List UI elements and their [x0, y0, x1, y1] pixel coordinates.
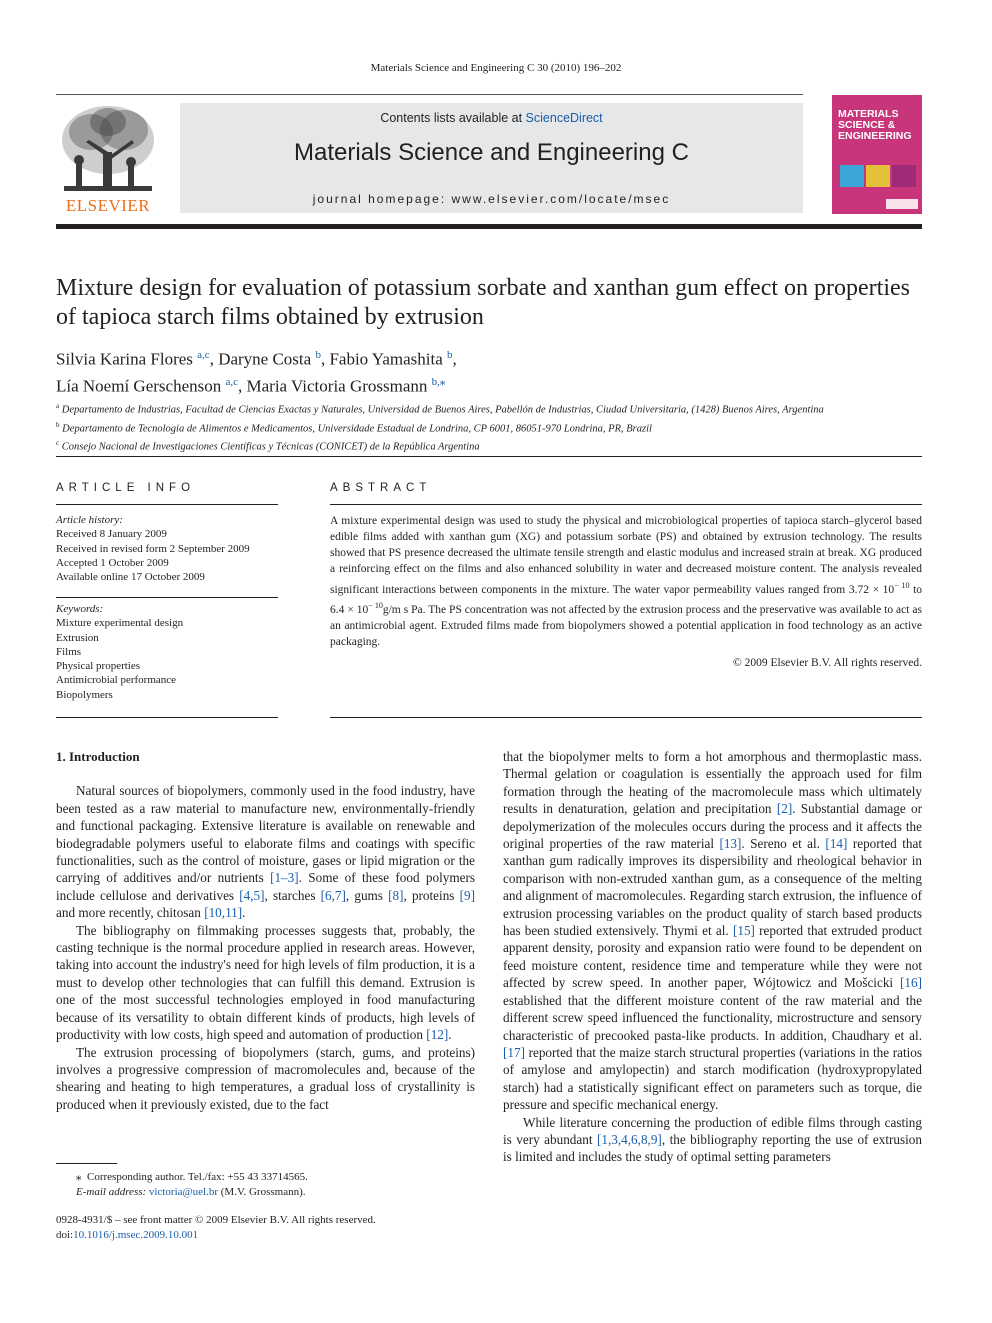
front-matter-note: 0928-4931/$ – see front matter © 2009 Elsevier B.V. All rights reserved. doi:10.1016/j.msec.2009.10.001 [56, 1213, 475, 1242]
author-name: Daryne Costa [218, 349, 312, 369]
sciencedirect-link[interactable]: ScienceDirect [525, 111, 603, 125]
paragraph: The bibliography on filmmaking processes suggests that, probably, the casting technique is the normal procedure applied in research areas. However, taking into account the industry's need for high levels of film production, it is a must to develop other technologies that can fulfill this demand. Extrusion is one of the most successful technologies employed in food manufacturing because of its versatility to obtain different kinds of products, high levels of productivity with low costs, high speed and automation of production [12]. [56, 922, 475, 1043]
citation-link[interactable]: [1,3,4,6,8,9] [596, 1131, 662, 1147]
abstract-copyright: © 2009 Elsevier B.V. All rights reserved. [733, 657, 922, 669]
abstract-heading: ABSTRACT [330, 482, 432, 494]
citation-link[interactable]: [15] [732, 923, 755, 939]
citation-link[interactable]: [10,11] [204, 905, 243, 921]
author-affiliation-ref[interactable]: b [447, 349, 453, 361]
footnote-rule [56, 1163, 117, 1164]
header-divider [56, 224, 922, 229]
body-column-left [56, 748, 475, 1113]
affiliation: $^a$ Departamento de Industrias, Facultad de Ciencias Exactas y Naturales, Universidad de Buenos Aires, Pabellón de Industrias, Ciudad Universitaria, (1428) Buenos Aires, Argentina [56, 402, 824, 416]
cover-panel-blue [840, 165, 864, 187]
masthead-top-rule [56, 94, 803, 95]
affiliation: $^b$ Departamento de Tecnologia de Alimentos e Medicamentos, Universidade Estadual de Londrina, CP 6001, 86051-970 Londrina, PR, Brazil [56, 420, 652, 434]
article-info-bottom-rule [56, 717, 278, 718]
affiliation: $^c$ Consejo Nacional de Investigaciones Científicas y Técnicas (CONICET) de la República Argentina [56, 439, 480, 453]
abstract-rule [330, 504, 922, 505]
citation-link[interactable]: [17] [503, 1044, 525, 1060]
citation-link[interactable]: [4,5] [239, 887, 265, 903]
corresponding-author-footnote: ⁎ Corresponding author. Tel./fax: +55 43 33714565. E-mail address: victoria@uel.br (M.V. Grossmann). [76, 1171, 308, 1198]
keyword: Films [56, 645, 82, 658]
citation-link[interactable]: [1–3] [270, 870, 299, 886]
citation-link[interactable]: [9] [459, 887, 475, 903]
citation-link[interactable]: [16] [900, 975, 922, 991]
cover-publisher-mark [886, 199, 918, 209]
issn-line: 0928-4931/$ – see front matter © 2009 Elsevier B.V. All rights reserved. [56, 1214, 376, 1226]
history-label: Article history: [56, 514, 123, 526]
article-history [56, 513, 278, 584]
keyword: Extrusion [56, 631, 99, 644]
doi-link[interactable]: 10.1016/j.msec.2009.10.001 [73, 1228, 199, 1241]
author-list: Silvia Karina Flores $^{a,c}$, Daryne Costa $^b$, Fabio Yamashita $^b$, Lía Noemí Gerschenson $^{a,c}$, Maria Victoria Grossmann $^{b,⁎}$ [56, 349, 457, 396]
keyword: Mixture experimental design [56, 617, 184, 630]
elsevier-wordmark: ELSEVIER [65, 196, 151, 215]
article-info-heading: ARTICLE INFO [56, 482, 196, 494]
article-info-rule [56, 504, 278, 505]
keyword: Physical properties [56, 660, 141, 673]
contents-prefix: Contents lists available at [380, 111, 526, 125]
history-item: Received 8 January 2009 [56, 528, 167, 541]
abstract-bottom-rule [330, 717, 922, 718]
author-name: Maria Victoria Grossmann [246, 376, 428, 396]
paragraph: The extrusion processing of biopolymers (starch, gums, and proteins) involves a progressive compression of macromolecules and, because of the shearing and heating to high temperatures, a gradual loss of crystallinity is produced when it previously existed, due to the fact [56, 1044, 475, 1112]
keywords-rule [56, 597, 278, 598]
citation-link[interactable]: [6,7] [320, 887, 346, 903]
author-affiliation-ref[interactable]: b [315, 349, 321, 361]
abstract-text: A mixture experimental design was used to study the physical and microbiological properties of tapioca starch–glycerol based edible films added with xanthan gum (XG) and potassium sorbate (PS) and obtained by extrusion technology. The results showed that PS presence decreased the ultimate tensile strength and elastic modulus and increased strain at break. XG produced a reinforcing effect on the films and also enhanced solubility in water and decreased moisture content. The analysis revealed significant interactions between components in the mixture. The water vapor permeability values ranged from $3.72 \times 10^{- 10}$ to $6.4 \times 10^{- 10}g/m$ s Pa. The PS concentration was not affected by the extrusion process and the preservative was available to act as an antimicrobial agent. Extruded films made from biopolymers showed a potential application in food technology as an active packaging. [330, 515, 923, 648]
journal-title: Materials Science and Engineering C [294, 139, 689, 166]
journal-masthead [180, 103, 803, 213]
author-affiliation-ref[interactable]: a,c [225, 375, 238, 388]
running-head: Materials Science and Engineering C 30 (2010) 196–202 [370, 62, 622, 74]
history-item: Available online 17 October 2009 [56, 571, 205, 584]
paragraph: Natural sources of biopolymers, commonly used in the food industry, have been tested as a raw material to manufacture new, environmentally-friendly and functional packaging. Extensive literature is available on renewable and biodegradable polymers useful to elaborate films and coatings with specific functionalities, such as the control of moisture, gases or lipid migration or the carrying of additives and/or nutrients [1–3]. Some of these food polymers include cellulose and derivatives [4,5], starches [6,7], gums [8], proteins [9] and more recently, chitosan [10,11]. [56, 783, 475, 921]
article-title: Mixture design for evaluation of potassium sorbate and xanthan gum effect on properties of tapioca starch films obtained by extrusion [56, 275, 910, 330]
cover-panel-magenta [892, 165, 916, 187]
keyword: Antimicrobial performance [56, 674, 177, 687]
citation-link[interactable]: [12] [426, 1027, 449, 1043]
citation-link[interactable]: [2] [776, 801, 793, 817]
paragraph: that the biopolymer melts to form a hot amorphous and thermoplastic mass. Thermal gelation or coagulation is essentially the approach used for film formation through the heating of the macromolecule mass which ultimately results in denaturation, gelation and precipitation [2]. Substantial damage or depolymerization of the molecules occurs during the process and it affects the original properties of the raw material [13]. Sereno et al. [14] reported that xanthan gum radically improves its dispersibility and rheological behavior in comparison with non-extruded xanthan gum, as a consequence of the melting and alignment of macromolecules. Regarding starch extrusion, the influence of extrusion processing variables on the product quality of starch based products has been studied extensively. Thymi et al. [15] reported that extruded product apparent density, porosity and expansion ratio were found to be dependent on feed moisture content, residence time and temperature while they were not affected by screw speed. In another paper, Wójtowicz and Mošcicki [16] established that the different moisture content of the raw material and the different screw speed influenced the functionality, microstructure and sensory characteristic of precooked pasta-like products. In addition, Chaudhary et al. [17] reported that the maize starch structural properties (variations in the ratios of amylose and amylopectin) and starch modification (hydroxypropylated starch) had a statistically significant effect on parameters such as torque, die pressure and specific mechanical energy. [503, 749, 922, 1113]
cover-title: MATERIALS SCIENCE & ENGINEERING [838, 108, 912, 142]
author-affiliation-ref[interactable]: a,c [197, 349, 210, 361]
author-name: Silvia Karina Flores [56, 349, 193, 369]
history-item: Received in revised form 2 September 2009 [56, 542, 250, 555]
author-name: Fabio Yamashita [329, 349, 443, 369]
footnote-star: ⁎ [76, 1171, 82, 1183]
email-link[interactable]: victoria@uel.br [148, 1186, 218, 1198]
keyword: Biopolymers [56, 688, 113, 701]
author-affiliation-ref[interactable]: b,⁎ [431, 375, 446, 388]
citation-link[interactable]: [14] [825, 836, 848, 852]
journal-cover-image[interactable] [832, 95, 922, 214]
cover-panel-yellow [866, 165, 890, 187]
paragraph: While literature concerning the production of edible films through casting is very abundant [1,3,4,6,8,9], the bibliography reporting the use of extrusion is limited and includes the study of optimal setting parameters [503, 1114, 922, 1165]
citation-link[interactable]: [8] [388, 887, 404, 903]
affiliation-divider [56, 456, 922, 457]
section-heading: 1. Introduction [56, 749, 140, 764]
journal-homepage[interactable]: journal homepage: www.elsevier.com/locate/msec [312, 192, 671, 206]
affiliation-list [56, 399, 922, 455]
contents-line [180, 111, 803, 125]
citation-link[interactable]: [13] [719, 836, 742, 852]
keywords-block [56, 602, 278, 702]
keywords-label: Keywords: [56, 603, 104, 615]
author-name: Lía Noemí Gerschenson [56, 376, 222, 396]
body-column-right [503, 748, 922, 1166]
history-item: Accepted 1 October 2009 [56, 556, 169, 569]
